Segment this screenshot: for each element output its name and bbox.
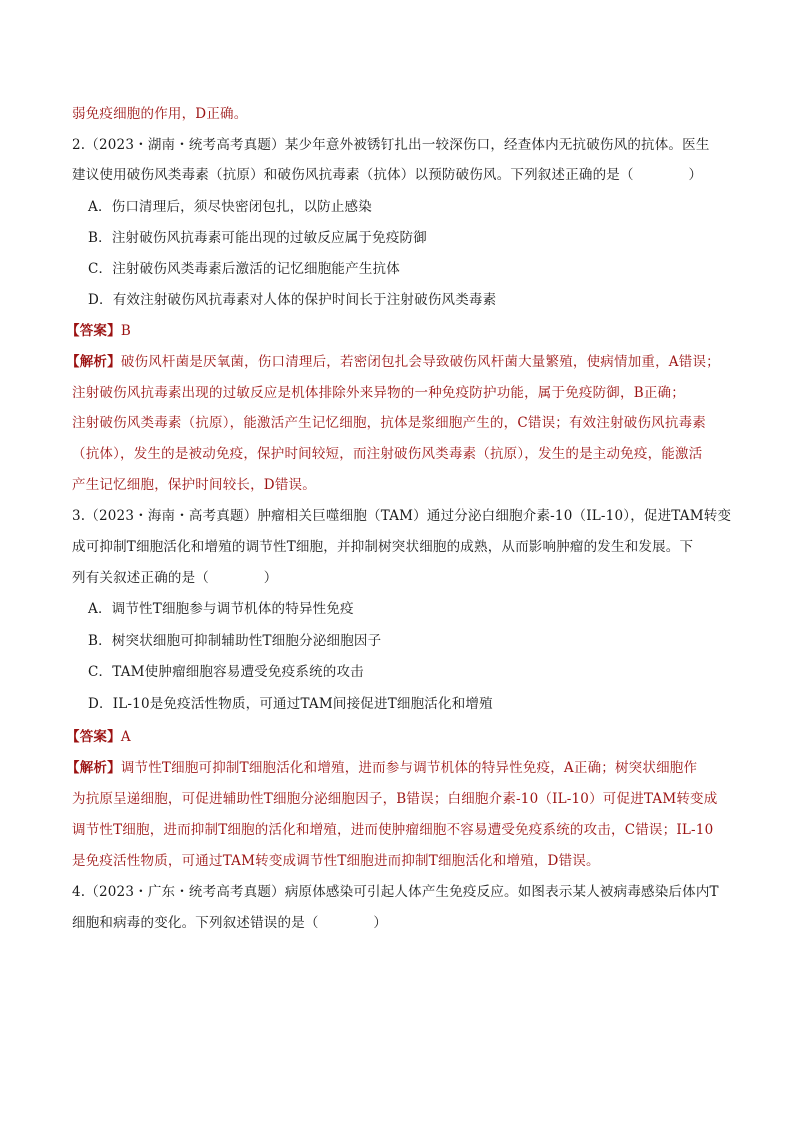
q2-analysis-line-5: 产生记忆细胞，保护时间较长，D错误。 [72, 477, 316, 493]
analysis-label: 【解析】 [66, 354, 121, 370]
carryover-text: 弱免疫细胞的作用，D正确。 [72, 106, 248, 122]
answer-label: 【答案】 [66, 729, 121, 745]
q2-stem-line-2: 建议使用破伤风类毒素（抗原）和破伤风抗毒素（抗体）以预防破伤风。下列叙述正确的是（ ） [72, 167, 703, 183]
q2-option-a: A．伤口清理后，须尽快密闭包扎，以防止感染 [88, 199, 372, 215]
q2-analysis-line-3: 注射破伤风类毒素（抗原），能激活产生记忆细胞，抗体是浆细胞产生的，C错误；有效注射破伤风抗毒素 [72, 415, 706, 431]
analysis-label: 【解析】 [66, 760, 121, 776]
q3-option-b: B．树突状细胞可抑制辅助性T细胞分泌细胞因子 [88, 633, 382, 649]
q2-stem-line-1: 2.（2023・湖南・统考高考真题）某少年意外被锈钉扎出一较深伤口，经查体内无抗破伤风的抗体。医生 [72, 137, 710, 153]
q2-option-d: D．有效注射破伤风抗毒素对人体的保护时间长于注射破伤风类毒素 [88, 292, 497, 308]
q2-analysis-line-1: 【解析】破伤风杆菌是厌氧菌，伤口清理后，若密闭包扎会导致破伤风杆菌大量繁殖，使病情加重，A错误； [66, 354, 720, 370]
q3-stem-line-3: 列有关叙述正确的是（ ） [72, 570, 278, 586]
q2-answer [66, 321, 131, 341]
q3-option-c: C．TAM使肿瘤细胞容易遭受免疫系统的攻击 [88, 664, 364, 680]
q3-analysis-line-4: 是免疫活性物质，可通过TAM转变成调节性T细胞进而抑制T细胞活化和增殖，D错误。 [72, 853, 600, 869]
q3-analysis-line-1: 【解析】调节性T细胞可抑制T细胞活化和增殖，进而参与调节机体的特异性免疫，A正确；树突状细胞作 [66, 760, 698, 776]
answer-value: B [120, 323, 131, 339]
q2-option-c: C．注射破伤风类毒素后激活的记忆细胞能产生抗体 [88, 261, 400, 277]
q2-analysis-line-2: 注射破伤风抗毒素出现的过敏反应是机体排除外来异物的一种免疫防护功能，属于免疫防御，B正确； [72, 385, 685, 401]
q3-stem-line-2: 成可抑制T细胞活化和增殖的调节性T细胞，并抑制树突状细胞的成熟，从而影响肿瘤的发生和发展。下 [72, 539, 694, 555]
q2-option-b: B．注射破伤风抗毒素可能出现的过敏反应属于免疫防御 [88, 230, 427, 246]
q3-analysis-line-3: 调节性T细胞，进而抑制T细胞的活化和增殖，进而使肿瘤细胞不容易遭受免疫系统的攻击，C错误；IL-10 [72, 822, 714, 838]
q4-stem-line-1: 4.（2023・广东・统考高考真题）病原体感染可引起人体产生免疫反应。如图表示某人被病毒感染后体内T [72, 884, 719, 900]
q3-stem-line-1: 3.（2023・海南・高考真题）肿瘤相关巨噬细胞（TAM）通过分泌白细胞介素-10（IL-10），促进TAM转变 [72, 508, 732, 524]
q3-analysis-line-2: 为抗原呈递细胞，可促进辅助性T细胞分泌细胞因子，B错误；白细胞介素-10（IL-10）可促进TAM转变成 [72, 791, 718, 807]
q4-stem-line-2: 细胞和病毒的变化。下列叙述错误的是（ ） [72, 915, 388, 931]
q2-analysis-line-4: （抗体），发生的是被动免疫，保护时间较短，而注射破伤风类毒素（抗原），发生的是主动免疫，能激活 [72, 446, 703, 462]
answer-value: A [120, 729, 131, 745]
q3-option-d: D．IL-10是免疫活性物质，可通过TAM间接促进T细胞活化和增殖 [88, 696, 493, 712]
answer-label: 【答案】 [66, 323, 121, 339]
q3-answer [66, 727, 131, 747]
q3-option-a: A．调节性T细胞参与调节机体的特异性免疫 [88, 601, 354, 617]
